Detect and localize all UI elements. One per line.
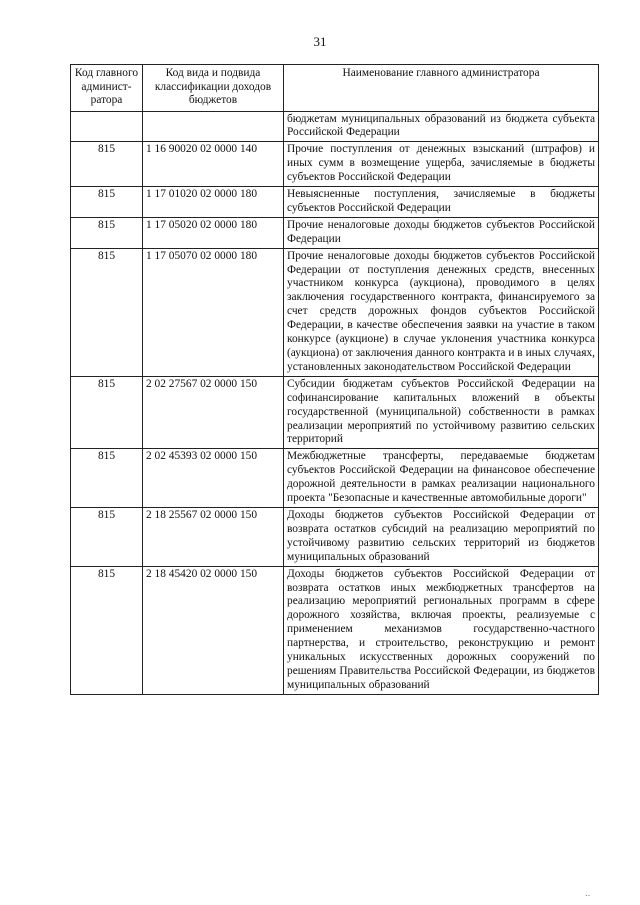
table-row: [71, 507, 599, 566]
income-code-cell: 1 17 05070 02 0000 180: [143, 248, 284, 376]
income-code-cell: [143, 111, 284, 142]
admin-code-cell: 815: [71, 507, 143, 566]
header-income-code: Код вида и подвида классификации доходов бюджетов: [143, 65, 284, 112]
admin-code-cell: 815: [71, 217, 143, 248]
table-row: [71, 187, 599, 218]
table-row: [71, 111, 599, 142]
income-code-cell: 2 18 45420 02 0000 150: [143, 566, 284, 694]
header-admin-code: Код главного админист-ратора: [71, 65, 143, 112]
admin-code-cell: 815: [71, 248, 143, 376]
admin-name-cell: Субсидии бюджетам субъектов Российской Федерации на софинансирование капитальных вложений в объекты государственной (муниципальной) собственности в рамках реализации мероприятий по устойчивому развитию сельских территорий: [284, 376, 599, 449]
admin-code-cell: 815: [71, 187, 143, 218]
admin-code-cell: 815: [71, 566, 143, 694]
admin-code-cell: [71, 111, 143, 142]
admin-name-cell: Прочие неналоговые доходы бюджетов субъектов Российской Федерации: [284, 217, 599, 248]
admin-code-cell: 815: [71, 376, 143, 449]
admin-name-cell: Межбюджетные трансферты, передаваемые бюджетам субъектов Российской Федерации на финансовое обеспечение дорожной деятельности в рамках реализации национального проекта "Безопасные и качественные автомобильные дороги": [284, 449, 599, 508]
income-code-cell: 1 17 05020 02 0000 180: [143, 217, 284, 248]
income-classification-table: [70, 64, 599, 695]
admin-name-cell: бюджетам муниципальных образований из бюджета субъекта Российской Федерации: [284, 111, 599, 142]
admin-code-cell: 815: [71, 449, 143, 508]
page-number: 31: [313, 34, 327, 49]
admin-name-cell: Доходы бюджетов субъектов Российской Федерации от возврата остатков иных межбюджетных трансфертов на реализацию мероприятий региональных программ в сфере дорожного хозяйства, включая проекты, реализуемые с применением механизмов государственно-частного партнерства, и строительство, реконструкцию и ремонт уникальных искусственных дорожных сооружений по решениям Правительства Российской Федерации, из бюджетов муниципальных образований: [284, 566, 599, 694]
income-code-cell: 2 02 45393 02 0000 150: [143, 449, 284, 508]
income-code-cell: 1 17 01020 02 0000 180: [143, 187, 284, 218]
table-row: [71, 142, 599, 187]
admin-name-cell: Прочие неналоговые доходы бюджетов субъектов Российской Федерации от поступления денежных средств, внесенных участником конкурса (аукциона), проводимого в целях заключения государственного контракта, финансируемого за счет средств дорожных фондов субъектов Российской Федерации, в качестве обеспечения заявки на участие в таком конкурсе (аукционе) в случае уклонения участника конкурса (аукциона) от заключения данного контракта и в иных случаях, установленных законодательством Российской Федерации: [284, 248, 599, 376]
admin-name-cell: Доходы бюджетов субъектов Российской Федерации от возврата остатков субсидий на реализацию мероприятий по устойчивому развитию сельских территорий из бюджетов муниципальных образований: [284, 507, 599, 566]
table-header-row: [71, 65, 599, 112]
table-body: [71, 111, 599, 694]
admin-name-cell: Невыясненные поступления, зачисляемые в бюджеты субъектов Российской Федерации: [284, 187, 599, 218]
income-code-cell: 1 16 90020 02 0000 140: [143, 142, 284, 187]
table-row: [71, 217, 599, 248]
table-row: [71, 248, 599, 376]
header-admin-name: Наименование главного администратора: [284, 65, 599, 112]
page-corner-mark: ‥: [585, 889, 591, 898]
income-code-cell: 2 18 25567 02 0000 150: [143, 507, 284, 566]
admin-code-cell: 815: [71, 142, 143, 187]
table-row: [71, 376, 599, 449]
table-row: [71, 566, 599, 694]
table-row: [71, 449, 599, 508]
admin-name-cell: Прочие поступления от денежных взысканий (штрафов) и иных сумм в возмещение ущерба, зачисляемые в бюджеты субъектов Российской Федерации: [284, 142, 599, 187]
income-code-cell: 2 02 27567 02 0000 150: [143, 376, 284, 449]
